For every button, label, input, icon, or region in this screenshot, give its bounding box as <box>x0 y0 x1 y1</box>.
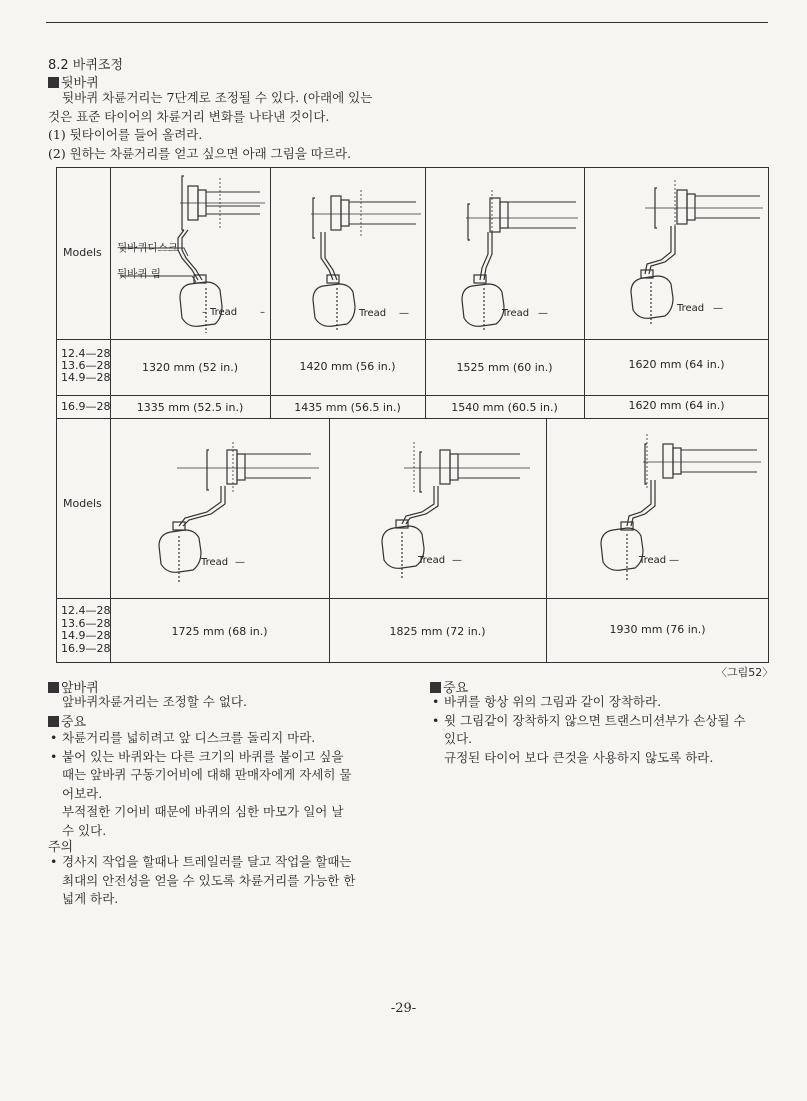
svg-text:—: — <box>399 308 409 319</box>
table2-models-header: Models <box>63 497 102 510</box>
bullet-line: 최대의 안전성을 얻을 수 있도록 차륜거리를 가능한 한 <box>62 872 356 888</box>
page-number: -29- <box>390 1001 417 1016</box>
front-wheel-heading-text: 앞바퀴 <box>61 681 99 696</box>
model-size: 13.6—28 <box>61 616 111 630</box>
tread-value: 1725 mm (68 in.) <box>171 625 268 638</box>
top-rule <box>46 22 768 23</box>
svg-text:—: — <box>452 555 462 566</box>
section-title: 8.2 바퀴조정 <box>48 58 124 73</box>
model-size: 12.4—28 <box>61 347 111 360</box>
table1-divider <box>56 339 769 340</box>
bullet-line: • 붙어 있는 바퀴와는 다른 크기의 바퀴를 붙이고 싶을 <box>62 748 344 764</box>
tread-label: Tread <box>502 308 530 319</box>
bullet-item: • 차륜거리를 넓히려고 앞 디스크를 돌리지 마라. <box>48 729 393 748</box>
tread-value: 1320 mm (52 in.) <box>141 361 239 374</box>
bullet-item <box>48 748 393 841</box>
tread-label: Tread <box>201 557 229 568</box>
bullet-line: 때는 앞바퀴 구동기어비에 대해 판매자에게 자세히 물 <box>62 767 352 783</box>
wheel-diagram-7 <box>547 420 768 597</box>
bullet-line: • 경사지 작업을 할때나 트레일러를 달고 작업을 할때는 <box>62 854 352 869</box>
bullet-line: • 윗 그림같이 장착하지 않으면 트랜스미션부가 손상될 수 <box>444 712 746 728</box>
intro-line-1: 뒷바퀴 차륜거리는 7단계로 조정될 수 있다. (아래에 있는 <box>62 90 373 105</box>
tread-value: 1525 mm (60 in.) <box>456 361 553 374</box>
tread-value: 1540 mm (60.5 in.) <box>451 401 558 414</box>
wheel-diagram-5 <box>111 420 329 597</box>
important-heading <box>48 711 86 730</box>
right-important-note: 규정된 타이어 보다 큰것을 사용하지 않도록 하라. <box>444 749 714 765</box>
tread-value: 1435 mm (56.5 in.) <box>294 401 401 414</box>
svg-text:–: – <box>202 307 207 318</box>
step-2: (2) 원하는 차륜거리를 얻고 싶으면 아래 그림을 따르라. <box>48 145 352 161</box>
step-1: (1) 뒷타이어를 들어 올려라. <box>48 127 203 143</box>
table2-row-models <box>61 605 111 655</box>
model-size: 16.9—28 <box>61 641 111 655</box>
callout-rear-disc: 뒷바퀴디스크 <box>117 242 178 254</box>
intro-line-2: 것은 표준 타이어의 차륜거리 변화를 나타낸 것이다. <box>48 108 330 124</box>
tread-value: 1825 mm (72 in.) <box>389 625 486 638</box>
right-important-list <box>430 693 775 767</box>
wheel-diagram-2 <box>271 168 425 338</box>
tread-value: 1620 mm (64 in.) <box>628 358 725 371</box>
wheel-diagram-3 <box>426 168 584 338</box>
rear-wheel-heading-text: 뒷바퀴 <box>61 76 99 91</box>
tread-label: Tread <box>418 555 446 566</box>
right-important-heading-text: 중요 <box>443 681 469 696</box>
tread-label: Tread <box>359 308 387 319</box>
bullet-item: • 바퀴를 항상 위의 그림과 같이 장착하라. <box>430 693 775 712</box>
table2-divider <box>56 598 769 599</box>
intro-paragraph <box>48 89 393 163</box>
tread-label: Tread <box>677 303 705 314</box>
front-wheel-text: 앞바퀴차륜거리는 조정할 수 없다. <box>62 694 247 709</box>
model-size: 12.4—28 <box>61 604 111 617</box>
front-important-list <box>48 729 393 841</box>
square-bullet-icon <box>48 716 59 727</box>
table1-divider <box>56 395 769 396</box>
caution-heading: 주의 <box>48 840 74 855</box>
table1-row1-models <box>61 348 111 384</box>
svg-text:–: – <box>260 307 265 318</box>
table1-models-header: Models <box>63 246 102 259</box>
svg-text:—: — <box>713 303 723 314</box>
svg-text:—: — <box>669 555 679 566</box>
model-size: 14.9—28 <box>61 371 111 384</box>
tread-value: 1335 mm (52.5 in.) <box>136 401 244 414</box>
tread-value: 1620 mm (64 in.) <box>628 399 725 412</box>
wheel-diagram-4 <box>585 168 768 338</box>
tread-label: Tread <box>639 555 667 566</box>
model-size: 14.9—28 <box>61 629 111 642</box>
svg-text:—: — <box>235 557 245 568</box>
table1-row2-model: 16.9—28 <box>61 400 111 413</box>
tread-label: Tread <box>210 307 238 318</box>
tread-value: 1930 mm (76 in.) <box>609 623 706 636</box>
square-bullet-icon <box>430 682 441 693</box>
wheel-diagram-1 <box>110 168 270 338</box>
bullet-item <box>430 712 775 749</box>
bullet-line: 부적절한 기어비 때문에 바퀴의 심한 마모가 일어 날 <box>62 804 344 820</box>
bullet-line: 어보라. <box>62 785 103 801</box>
bullet-line: 수 있다. <box>62 822 107 838</box>
bullet-line: 있다. <box>444 731 473 747</box>
callout-rear-rim: 뒷바퀴 림 <box>117 268 161 280</box>
square-bullet-icon <box>48 682 59 693</box>
tread-value: 1420 mm (56 in.) <box>299 360 396 373</box>
bullet-item <box>48 853 393 909</box>
bullet-line: 넓게 하라. <box>62 891 119 907</box>
caution-list <box>48 853 393 909</box>
svg-text:—: — <box>538 308 548 319</box>
figure-caption: 〈그림52〉 <box>716 666 774 679</box>
model-size: 13.6—28 <box>61 359 111 372</box>
square-bullet-icon <box>48 77 59 88</box>
wheel-diagram-6 <box>330 420 546 597</box>
important-heading-text: 중요 <box>61 715 87 730</box>
